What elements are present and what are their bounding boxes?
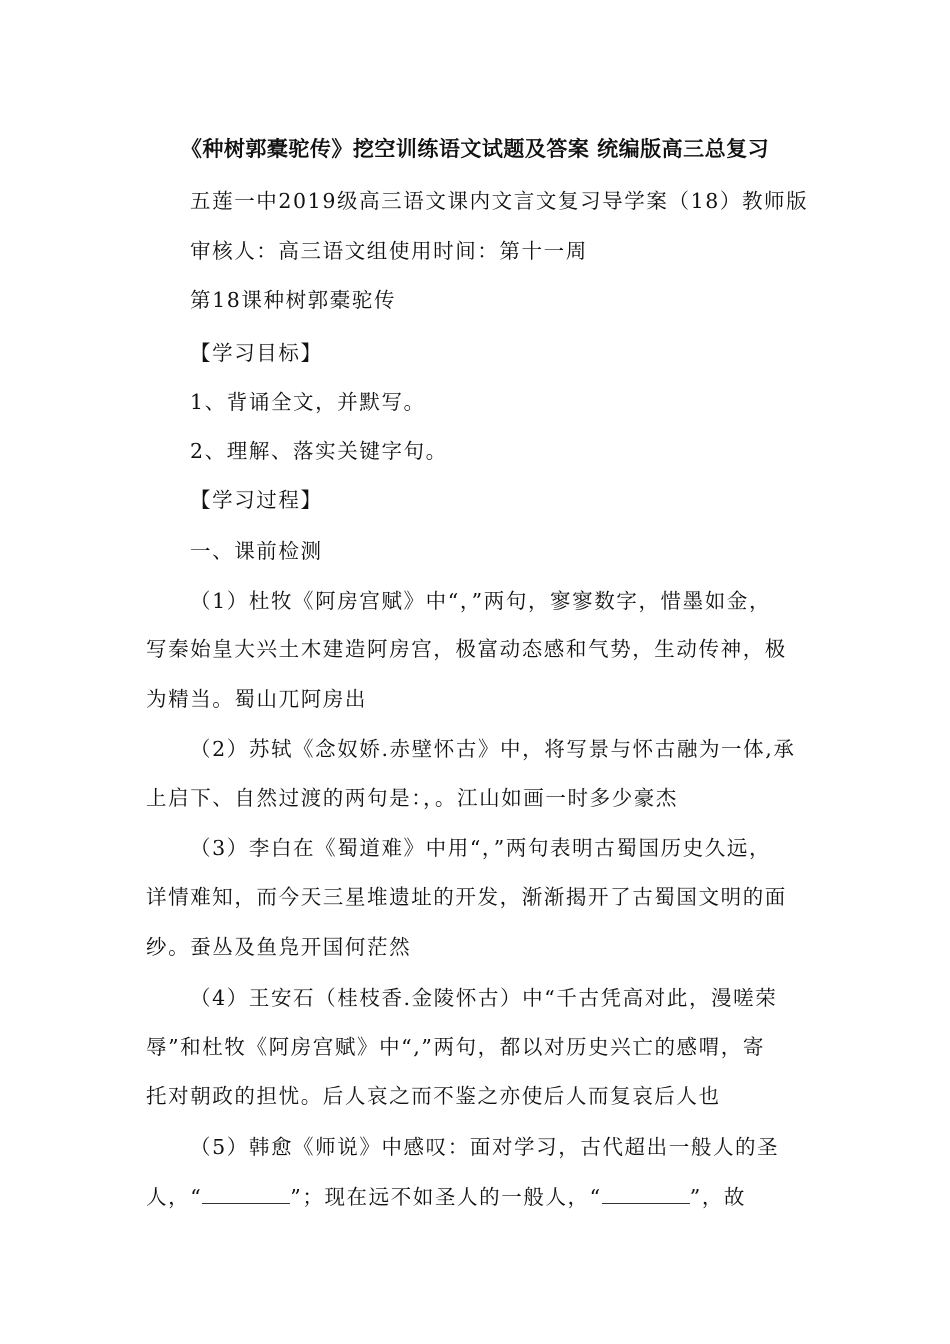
section-heading-goals: 【学习目标】 xyxy=(190,341,323,365)
question-fragment: 人，“ xyxy=(146,1185,203,1209)
question-text: 详情难知，而今天三星堆遗址的开发，渐渐揭开了古蜀国文明的面 xyxy=(146,885,787,909)
document-title: 《种树郭橐驼传》挖空训练语文试题及答案 统编版高三总复习 xyxy=(180,137,770,161)
lesson-title: 第18课种树郭橐驼传 xyxy=(190,288,397,312)
question-text: （1）杜牧《阿房宫赋》中“，”两句，寥寥数字，惜墨如金， xyxy=(190,589,772,613)
answer-blank xyxy=(602,1183,690,1204)
question-text: 辱”和杜牧《阿房宫赋》中“,”两句，都以对历史兴亡的感喟，寄 xyxy=(146,1035,765,1059)
question-text-with-blanks xyxy=(146,1182,746,1212)
section-heading-process: 【学习过程】 xyxy=(190,488,323,512)
answer-blank xyxy=(202,1183,290,1204)
question-text: 为精当。蜀山兀阿房出 xyxy=(146,687,367,711)
question-text: 写秦始皇大兴土木建造阿房宫，极富动态感和气势，生动传神，极 xyxy=(146,637,787,661)
header-line: 五莲一中2019级高三语文课内文言文复习导学案（18）教师版 xyxy=(190,189,809,213)
question-text: 上启下、自然过渡的两句是：，。江山如画一时多少豪杰 xyxy=(146,786,678,810)
question-text: 纱。蚕丛及鱼凫开国何茫然 xyxy=(146,935,412,959)
question-text: （5）韩愈《师说》中感叹：面对学习，古代超出一般人的圣 xyxy=(190,1135,780,1159)
question-text: （3）李白在《蜀道难》中用“，”两句表明古蜀国历史久远， xyxy=(190,836,772,860)
question-fragment: ”，故 xyxy=(689,1185,747,1209)
reviewer-line: 审核人：高三语文组使用时间：第十一周 xyxy=(190,239,588,263)
question-text: （4）王安石（桂枝香.金陵怀古）中“千古凭高对此，漫嗟荣 xyxy=(190,986,778,1010)
question-text: （2）苏轼《念奴娇.赤壁怀古》中，将写景与怀古融为一体,承 xyxy=(190,737,796,761)
subsection-heading: 一、课前检测 xyxy=(190,539,323,563)
goal-item: 2、理解、落实关键字句。 xyxy=(190,439,448,463)
question-text: 托对朝政的担忧。后人哀之而不鉴之亦使后人而复哀后人也 xyxy=(146,1084,721,1108)
goal-item: 1、背诵全文，并默写。 xyxy=(190,390,426,414)
question-fragment: ”；现在远不如圣人的一般人，“ xyxy=(290,1185,602,1209)
